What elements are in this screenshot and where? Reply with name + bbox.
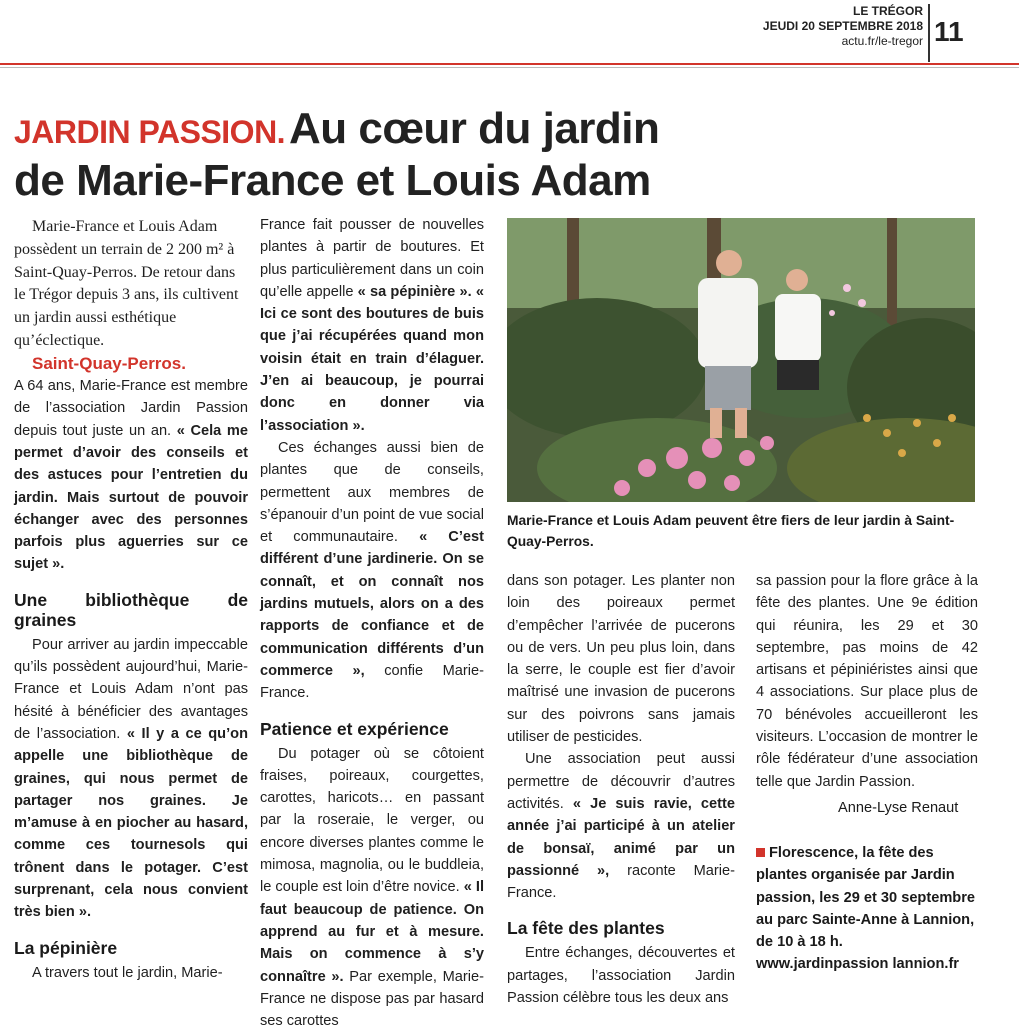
dateline-city: Saint-Quay-Perros. <box>32 353 186 373</box>
article-lead: Marie-France et Louis Adam possèdent un terrain de 2 200 m² à Saint-Quay-Perros. De retour dans le Trégor depuis 3 ans, ils cultivent un jardin aussi esthétique qu’éclectique. <box>14 218 239 349</box>
headline-line-1: Au cœur du jardin <box>289 104 660 153</box>
subheading: La pépinière <box>14 937 118 958</box>
article-column-2 <box>260 214 484 1032</box>
quote: « Il y a ce qu’on appelle une bibliothèque de graines, qui nous permet de partager nos graines. Je m’amuse à en piocher au hasard, comme ces tournesols qui trônent dans le potager. C’est surprenant, cela nous convient très bien ». <box>14 725 248 921</box>
paragraph: A travers tout le jardin, Marie- <box>32 964 223 981</box>
garden-photo-illustration <box>507 218 975 502</box>
header-rule <box>0 63 1019 65</box>
paragraph: Ces échanges aussi bien de plantes que de conseils, permettent aux membres de s’épanouir d’un point de vue social et communautaire. « C’est différent d’une jardinerie. On se connaît, et on connaît nos jardins mutuels, alors on a des rapports de confiance et de communication différents d’un commerce », confie Marie-France. <box>260 439 484 702</box>
paragraph: Entre échanges, découvertes et partages, l’association Jardin Passion célèbre tous les deux ans <box>507 945 735 1007</box>
paragraph: Une association peut aussi permettre de découvrir d’autres activités. « Je suis ravie, cette année j’ai participé à un atelier de bonsaï, animé par un passionné », raconte Marie-France. <box>507 751 735 902</box>
subheading: La fête des plantes <box>507 918 665 939</box>
paragraph: France fait pousser de nouvelles plantes à partir de boutures. Et plus particulièrement dans un coin qu’elle appelle « sa pépinière ». « Ici ce sont des boutures de buis que j’ai récupérées quand mon voisin était en train d’élaguer. J’en ai beaucoup, je pourrai donc en donner via l’association ». <box>260 217 484 434</box>
photo-caption: Marie-France et Louis Adam peuvent être fiers de leur jardin à Saint-Quay-Perros. <box>507 513 955 549</box>
quote: « Je suis ravie, cette année j’ai participé à un atelier de bonsaï, animé par un passionné », <box>507 795 735 879</box>
event-info-box <box>756 842 978 976</box>
paragraph: dans son potager. Les planter non loin des poireaux permet d’empêcher l’arrivée de pucerons ou de vers. Un peu plus loin, dans la serre, le couple est fier d’avoir maîtrisé une invasion de pucerons sur des poivrons sans jamais utiliser de pesticides. <box>507 573 735 746</box>
headline-rubric: JARDIN PASSION. <box>14 114 286 150</box>
article-column-4 <box>756 570 978 793</box>
quote: « sa pépinière ». « Ici ce sont des boutures de buis que j’ai récupérées quand mon voisin était en train d’élaguer. J’en ai beaucoup, je pourrai donc en donner via l’association ». <box>260 283 484 434</box>
article-column-1 <box>14 216 248 984</box>
subheading: Une bibliothèque de graines <box>14 589 248 630</box>
quote: « Il faut beaucoup de patience. On apprend au fur et à mesure. Mais on commence à s’y connaître ». <box>260 879 484 985</box>
headline-line-2: de Marie-France et Louis Adam <box>14 156 651 205</box>
quote: « C’est différent d’une jardinerie. On se connaît, et on connaît nos jardins mutuels, alors on a des rapports de confiance et de communication différents d’un commerce », <box>260 529 484 679</box>
masthead-url: actu.fr/le-tregor <box>841 34 923 48</box>
header-rule-thin <box>0 67 1019 68</box>
headline <box>14 104 1004 206</box>
masthead <box>763 4 923 49</box>
paragraph: sa passion pour la flore grâce à la fête des plantes. Une 9e édition qui réunira, les 29 et 30 septembre, pas moins de 42 artisans et pépiniéristes ainsi que 4 associations. Sur place plus de 70 bénévoles accueilleront les visiteurs. L’occasion de montrer le rôle fédérateur d’une association telle que Jardin Passion. <box>756 573 978 790</box>
paragraph: A 64 ans, Marie-France est membre de l’association Jardin Passion depuis tout juste un an. « Cela me permet d’avoir des conseils et des astuces pour l’entretien du jardin. Mais surtout de pouvoir échanger avec des personnes parfois plus aguerries sur ce sujet ». <box>14 378 248 573</box>
paragraph: Du potager où se côtoient fraises, poireaux, courgettes, carottes, haricots… en passant par la roseraie, le verger, ou encore diverses plantes comme le mimosa, magnolia, ou le buddleia, le couple est loin d’être novice. « Il faut beaucoup de patience. On apprend au fur et à mesure. Mais on commence à s’y connaître ». Par exemple, Marie-France ne dispose pas par hasard ses carottes <box>260 745 484 1030</box>
garden-photo <box>507 218 975 502</box>
author-signature: Anne-Lyse Renaut <box>838 800 959 816</box>
page-number: 11 <box>934 16 964 47</box>
quote: « Cela me permet d’avoir des conseils et des astuces pour l’entretien du jardin. Mais surtout de pouvoir échanger avec des personnes parfois plus aguerries sur ce sujet ». <box>14 422 248 573</box>
event-info-text: Florescence, la fête des plantes organisée par Jardin passion, les 29 et 30 septembre au parc Sainte-Anne à Lannion, de 10 à 18 h. www.jardinpassion lannion.fr <box>756 845 976 973</box>
paragraph: Pour arriver au jardin impeccable qu’ils possèdent aujourd’hui, Marie-France et Louis Adam n’ont pas hésité à bénéficier des avantages de l’association. « Il y a ce qu’on appelle une bibliothèque de graines, qui nous permet de partager nos graines. Je m’amuse à en piocher au hasard, comme ces tournesols qui trônent dans le potager. C’est surprenant, cela nous convient très bien ». <box>14 636 248 921</box>
newspaper-name: LE TRÉGOR <box>852 4 923 18</box>
subheading: Patience et expérience <box>260 718 449 739</box>
bullet-square-icon <box>756 848 765 857</box>
article-column-3 <box>507 570 735 1009</box>
issue-date: JEUDI 20 SEPTEMBRE 2018 <box>762 19 923 33</box>
masthead-divider <box>928 4 930 62</box>
